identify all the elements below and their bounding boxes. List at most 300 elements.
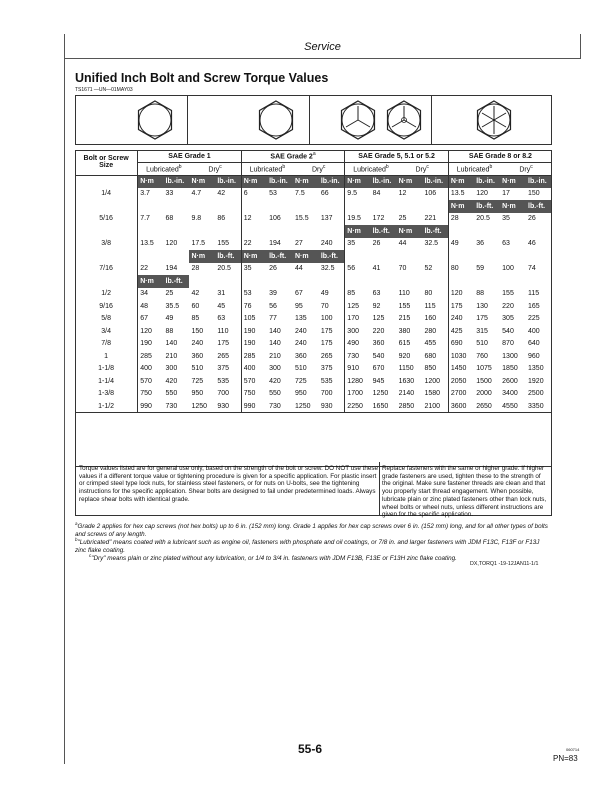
torque-value-cell: 2650 (474, 400, 500, 413)
torque-value-cell: 13.5 (448, 188, 474, 201)
torque-value-cell: 1250 (189, 400, 215, 413)
torque-value-cell: 120 (476, 190, 488, 198)
unit-empty-cell (371, 275, 397, 288)
torque-value-cell: 490 (345, 338, 371, 351)
torque-value-cell: 400 (138, 363, 164, 376)
unit-label: lb.-ft. (319, 250, 345, 263)
unit-label: lb.-ft. (215, 250, 241, 263)
dry-header: Dry$^c$ (189, 163, 241, 176)
torque-value-cell: 31 (217, 290, 226, 298)
torque-value-cell: 115 (424, 302, 436, 310)
torque-value-cell: 67 (295, 290, 303, 298)
torque-value-cell: 540 (372, 352, 385, 360)
torque-value-cell: 730 (345, 350, 371, 363)
torque-value-cell: 725 (191, 377, 204, 385)
unit-header-row (75, 275, 552, 288)
torque-value-cell: 315 (476, 327, 488, 335)
torque-value-cell: 305 (502, 315, 514, 323)
torque-value-cell: 28 (448, 213, 474, 226)
unit-label: N·m (241, 250, 267, 263)
bolt-size-cell: 1-3/8 (98, 390, 115, 398)
bolt-size-cell: 1-1/2 (75, 400, 138, 413)
torque-value-cell: 92 (372, 302, 381, 310)
torque-value-cell: 165 (528, 302, 540, 310)
torque-value-cell: 280 (424, 327, 437, 335)
torque-value-cell: 35 (345, 238, 371, 251)
unit-label: N·m (293, 250, 319, 263)
torque-value-cell: 220 (372, 327, 385, 335)
torque-value-cell: 570 (241, 375, 267, 388)
torque-value-cell: 7.5 (295, 190, 305, 198)
torque-value-cell: 1150 (398, 365, 414, 373)
torque-value-cell: 68 (165, 215, 174, 223)
torque-value-cell: 240 (295, 340, 307, 348)
torque-value-cell: 4550 (500, 400, 526, 413)
unit-label: lb.-in. (371, 175, 397, 188)
unit-row-spacer (75, 250, 138, 263)
lubricated-header: Lubricated$^b$ (345, 163, 397, 176)
bolt-size-cell: 1-1/8 (98, 365, 115, 373)
bolt-size-cell: 5/16 (99, 215, 113, 223)
torque-value-cell: 53 (269, 190, 277, 198)
torque-value-cell: 70 (398, 265, 407, 273)
torque-value-cell: 44 (398, 240, 407, 248)
unit-label: lb.-ft. (474, 200, 500, 213)
torque-value-cell: 945 (372, 377, 385, 385)
torque-value-cell: 670 (372, 365, 385, 373)
torque-value-cell: 375 (217, 365, 229, 373)
torque-value-cell: 150 (191, 327, 204, 335)
torque-value-cell: 12 (398, 190, 407, 198)
torque-value-cell: 1030 (448, 350, 474, 363)
unit-empty-cell (397, 275, 423, 288)
header-rule (64, 58, 581, 59)
torque-value-cell: 1580 (424, 390, 441, 398)
torque-value-cell: 32.5 (320, 265, 335, 273)
torque-value-cell: 1280 (345, 375, 371, 388)
torque-value-cell: 1200 (424, 377, 441, 385)
unit-empty-cell (241, 200, 267, 213)
torque-value-cell: 88 (165, 327, 174, 335)
unit-empty-cell (397, 200, 423, 213)
torque-value-cell: 33 (165, 190, 174, 198)
torque-value-cell: 1350 (528, 365, 544, 373)
table-row (75, 238, 552, 251)
torque-value-cell: 120 (138, 325, 164, 338)
unit-empty-cell (500, 275, 526, 288)
unit-empty-cell (319, 275, 345, 288)
torque-value-cell: 730 (164, 400, 190, 413)
bolt-size-cell: 9/16 (99, 302, 113, 310)
torque-table (75, 150, 552, 413)
torque-value-cell: 1700 (345, 388, 371, 401)
page-number: 55-6 (298, 742, 323, 756)
torque-value-cell: 1850 (502, 365, 518, 373)
torque-value-cell: 510 (476, 340, 488, 348)
unit-empty-cell (474, 250, 500, 263)
torque-value-cell: 700 (320, 390, 333, 398)
torque-value-cell: 7.7 (138, 213, 164, 226)
unit-header-row (75, 200, 552, 213)
torque-value-cell: 22 (138, 263, 164, 276)
torque-value-cell: 88 (476, 290, 485, 298)
unit-empty-cell (138, 250, 164, 263)
table-row (75, 388, 552, 401)
torque-value-cell: 95 (295, 302, 303, 310)
torque-value-cell: 45 (217, 302, 226, 310)
torque-value-cell: 140 (269, 340, 281, 348)
figure-divider (309, 96, 310, 144)
torque-value-cell: 194 (269, 240, 281, 248)
unit-label: N·m (345, 175, 371, 188)
unit-empty-cell (267, 200, 293, 213)
torque-value-cell: 640 (528, 340, 540, 348)
torque-value-cell: 2250 (345, 400, 371, 413)
torque-value-cell: 190 (241, 338, 267, 351)
size-header-line2: Size (99, 162, 114, 170)
unit-empty-cell (138, 200, 164, 213)
torque-value-cell: 850 (424, 365, 437, 373)
torque-value-cell: 1630 (398, 377, 415, 385)
lubricated-header: Lubricated$^b$ (241, 163, 293, 176)
grade2-header: SAE Grade 2$^a$ (241, 150, 345, 163)
unit-label: N·m (500, 200, 526, 213)
grade8-header: SAE Grade 8 or 8.2 (448, 150, 552, 163)
torque-value-cell: 194 (165, 265, 178, 273)
torque-value-cell: 990 (241, 400, 267, 413)
unit-label: lb.-ft. (371, 225, 397, 238)
torque-value-cell: 240 (320, 240, 333, 248)
torque-value-cell: 53 (241, 288, 267, 301)
unit-empty-cell (371, 200, 397, 213)
torque-value-cell: 80 (448, 263, 474, 276)
torque-value-cell: 455 (424, 340, 437, 348)
torque-value-cell: 680 (424, 352, 437, 360)
torque-value-cell: 1450 (448, 363, 474, 376)
torque-value-cell: 510 (295, 365, 307, 373)
unit-empty-cell (293, 225, 319, 238)
torque-value-cell: 140 (269, 327, 281, 335)
torque-value-cell: 137 (320, 215, 333, 223)
page-title: Unified Inch Bolt and Screw Torque Values (75, 71, 329, 85)
unit-empty-cell (215, 225, 241, 238)
torque-value-cell: 225 (528, 315, 540, 323)
unit-empty-cell (345, 200, 371, 213)
torque-value-cell: 360 (372, 340, 385, 348)
torque-value-cell: 49 (165, 315, 174, 323)
torque-value-cell: 17 (502, 190, 510, 198)
torque-value-cell: 2500 (528, 390, 544, 398)
torque-value-cell: 615 (398, 340, 411, 348)
torque-value-cell: 35.5 (165, 302, 180, 310)
torque-value-cell: 210 (165, 352, 178, 360)
torque-value-cell: 25 (165, 290, 174, 298)
unit-label: lb.-in. (474, 175, 500, 188)
lubricated-header: Lubricated$^b$ (138, 163, 190, 176)
unit-label: N·m (397, 225, 423, 238)
unit-label: N·m (448, 175, 474, 188)
torque-value-cell: 920 (398, 352, 411, 360)
torque-value-cell: 360 (295, 352, 307, 360)
torque-value-cell: 74 (528, 265, 536, 273)
torque-value-cell: 6 (241, 188, 267, 201)
torque-value-cell: 960 (528, 352, 540, 360)
grade5-1-bolt-head-icon (384, 100, 424, 140)
torque-value-cell: 190 (138, 338, 164, 351)
torque-value-cell: 535 (320, 377, 333, 385)
lubricated-header: Lubricated$^b$ (448, 163, 500, 176)
unit-label: N·m (397, 175, 423, 188)
torque-value-cell: 56 (345, 263, 371, 276)
torque-value-cell: 130 (476, 302, 488, 310)
torque-value-cell: 77 (269, 315, 277, 323)
torque-value-cell: 70 (320, 302, 329, 310)
unit-empty-cell (474, 275, 500, 288)
figure-divider (431, 96, 432, 144)
torque-value-cell: 2100 (422, 400, 448, 413)
table-grade-header-row (75, 150, 552, 163)
grade1-header: SAE Grade 1 (138, 150, 242, 163)
torque-value-cell: 700 (217, 390, 229, 398)
notes-divider (379, 462, 380, 516)
general-notes-box (75, 462, 552, 519)
torque-value-cell: 730 (267, 400, 293, 413)
torque-value-cell: 100 (502, 265, 514, 273)
torque-value-cell: 725 (295, 377, 307, 385)
unit-label: N·m (241, 175, 267, 188)
unit-empty-cell (526, 250, 552, 263)
unit-empty-cell (422, 275, 448, 288)
unit-empty-cell (345, 275, 371, 288)
torque-value-cell: 20.5 (217, 265, 231, 273)
dry-header: Dry$^c$ (293, 163, 345, 176)
unit-empty-cell (267, 275, 293, 288)
torque-value-cell: 120 (448, 288, 474, 301)
torque-value-cell: 930 (319, 400, 345, 413)
torque-value-cell: 540 (502, 327, 514, 335)
torque-value-cell: 39 (269, 290, 277, 298)
pn-number: PN=83 (553, 754, 578, 763)
torque-value-cell: 175 (320, 340, 333, 348)
torque-value-cell: 80 (424, 290, 433, 298)
unit-empty-cell (215, 275, 241, 288)
torque-value-cell: 35 (502, 215, 510, 223)
table-row (75, 363, 552, 376)
torque-value-cell: 9.5 (345, 188, 371, 201)
torque-value-cell: 9.8 (191, 215, 202, 223)
torque-value-cell: 930 (215, 400, 241, 413)
torque-value-cell: 52 (424, 265, 433, 273)
unit-empty-cell (448, 225, 474, 238)
dry-header: Dry$^c$ (500, 163, 552, 176)
torque-value-cell: 20.5 (476, 215, 490, 223)
torque-value-cell: 41 (372, 265, 381, 273)
unit-label: N·m (138, 175, 164, 188)
torque-value-cell: 28 (191, 265, 200, 273)
torque-value-cell: 63 (502, 240, 510, 248)
unit-label: lb.-in. (526, 175, 552, 188)
torque-value-cell: 49 (320, 290, 329, 298)
section-header: Service (304, 41, 341, 53)
unit-label: lb.-ft. (267, 250, 293, 263)
table-row (75, 300, 552, 313)
bolt-size-cell: 1/4 (101, 190, 111, 198)
page-border-left (64, 34, 65, 764)
torque-value-cell: 4.7 (191, 190, 202, 198)
grade5-bolt-head-icon (338, 100, 378, 140)
bolt-size-cell: 7/8 (101, 340, 111, 348)
torque-value-cell: 63 (372, 290, 381, 298)
torque-value-cell: 67 (138, 313, 164, 326)
unit-label: lb.-in. (164, 175, 190, 188)
unit-empty-cell (500, 225, 526, 238)
general-note-right: Replace fasteners with the same or higher grade. If higher grade fasteners are used, tighten these to the strength of the original. Make sure fastener threads are clean and that you properly start thread engagement. When possible, lubricate plain or zinc plated fasteners other than lock nuts, wheel bolts or wheel nuts, unless different instructions are given for the specific application. (382, 465, 547, 519)
torque-value-cell: 59 (476, 265, 485, 273)
unit-empty-cell (345, 250, 371, 263)
torque-value-cell: 160 (424, 315, 437, 323)
torque-value-cell: 170 (345, 313, 371, 326)
torque-value-cell: 1075 (476, 365, 492, 373)
torque-value-cell: 300 (269, 365, 281, 373)
unit-header-row (75, 225, 552, 238)
torque-value-cell: 76 (241, 300, 267, 313)
unit-empty-cell (215, 200, 241, 213)
unit-empty-cell (189, 225, 215, 238)
torque-value-cell: 750 (241, 388, 267, 401)
unit-empty-cell (164, 225, 190, 238)
torque-value-cell: 63 (217, 315, 226, 323)
torque-value-cell: 34 (138, 288, 164, 301)
torque-value-cell: 300 (345, 325, 371, 338)
torque-value-cell: 360 (191, 352, 204, 360)
torque-value-cell: 135 (295, 315, 307, 323)
dry-header: Dry$^c$ (397, 163, 449, 176)
torque-value-cell: 215 (398, 315, 411, 323)
unit-empty-cell (319, 200, 345, 213)
footnote-b: $^b$"Lubricated" means coated with a lubricant such as engine oil, fasteners with phosphate and oil coatings, or 7/8 in. and larger fasteners with JDM F13C, F13F or F13J zinc flake coating. (75, 537, 540, 554)
torque-value-cell: 190 (241, 325, 267, 338)
unit-row-spacer (75, 275, 138, 288)
torque-value-cell: 380 (398, 327, 411, 335)
torque-value-cell: 105 (241, 313, 267, 326)
unit-row-spacer (75, 175, 138, 188)
footnote-c: $^c$"Dry" means plain or zinc plated without any lubrication, or 1/4 to 3/4 in. fasteners with JDM F13B, F13E or F13H zinc flake coating. (89, 553, 457, 563)
torque-value-cell: 13.5 (138, 238, 164, 251)
unit-label: N·m (189, 250, 215, 263)
torque-value-cell: 140 (165, 340, 178, 348)
figure-code: TS1671 —UN—01MAY03 (75, 87, 133, 93)
torque-value-cell: 35 (241, 263, 267, 276)
torque-value-cell: 32.5 (424, 240, 439, 248)
unit-empty-cell (189, 275, 215, 288)
table-row (75, 350, 552, 363)
torque-value-cell: 1250 (372, 390, 389, 398)
unit-label: N·m (448, 200, 474, 213)
table-row (75, 288, 552, 301)
torque-value-cell: 42 (217, 190, 226, 198)
torque-value-cell: 100 (320, 315, 333, 323)
torque-value-cell: 26 (372, 240, 381, 248)
torque-value-cell: 110 (398, 290, 410, 298)
torque-value-cell: 17.5 (191, 240, 206, 248)
bolt-size-cell: 3/8 (101, 240, 111, 248)
unit-empty-cell (526, 225, 552, 238)
torque-value-cell: 690 (448, 338, 474, 351)
torque-value-cell: 400 (241, 363, 267, 376)
unit-empty-cell (267, 225, 293, 238)
grade1-bolt-head-icon (135, 100, 175, 140)
torque-value-cell: 425 (448, 325, 474, 338)
unit-empty-cell (319, 225, 345, 238)
torque-value-cell: 3.7 (138, 188, 164, 201)
unit-empty-cell (241, 275, 267, 288)
torque-value-cell: 265 (320, 352, 333, 360)
torque-value-cell: 85 (345, 288, 371, 301)
torque-value-cell: 420 (165, 377, 178, 385)
bolt-size-cell: 3/4 (101, 327, 111, 335)
unit-empty-cell (241, 225, 267, 238)
unit-empty-cell (293, 200, 319, 213)
torque-value-cell: 300 (165, 365, 178, 373)
unit-empty-cell (164, 250, 190, 263)
torque-value-cell: 42 (191, 290, 200, 298)
torque-value-cell: 155 (502, 290, 514, 298)
torque-value-cell: 285 (241, 350, 267, 363)
unit-empty-cell (474, 225, 500, 238)
torque-value-cell: 1500 (476, 377, 492, 385)
torque-value-cell: 285 (138, 350, 164, 363)
unit-label: lb.-in. (267, 175, 293, 188)
torque-value-cell: 2600 (502, 377, 518, 385)
torque-value-cell: 86 (217, 215, 226, 223)
torque-value-cell: 150 (528, 190, 540, 198)
torque-value-cell: 2050 (448, 375, 474, 388)
torque-value-cell: 84 (372, 190, 381, 198)
footnote-a: $^a$Grade 2 applies for hex cap screws (not hex bolts) up to 6 in. (152 mm) long. Grade 1 applies for hex cap screws over 6 in. (152 mm) long, and for all other types of bolts and screws of any length. (75, 521, 548, 538)
table-row (75, 188, 552, 201)
torque-value-cell: 990 (138, 400, 164, 413)
unit-empty-cell (500, 250, 526, 263)
torque-value-cell: 2000 (476, 390, 492, 398)
table-row (75, 325, 552, 338)
unit-empty-cell (164, 200, 190, 213)
unit-label: lb.-in. (422, 175, 448, 188)
bolt-size-cell: 1/2 (101, 290, 111, 298)
unit-label: N·m (138, 275, 164, 288)
unit-empty-cell (189, 200, 215, 213)
torque-value-cell: 220 (502, 302, 514, 310)
unit-empty-cell (138, 225, 164, 238)
torque-value-cell: 15.5 (295, 215, 309, 223)
torque-value-cell: 210 (269, 352, 281, 360)
unit-row-spacer (75, 225, 138, 238)
unit-empty-cell (397, 250, 423, 263)
torque-value-cell: 155 (217, 240, 229, 248)
torque-value-cell: 22 (241, 238, 267, 251)
bolt-size-cell: 5/8 (101, 315, 111, 323)
torque-value-cell: 950 (295, 390, 307, 398)
torque-value-cell: 12 (241, 213, 267, 226)
unit-label: lb.-ft. (526, 200, 552, 213)
torque-value-cell: 106 (269, 215, 281, 223)
torque-value-cell: 3600 (448, 400, 474, 413)
torque-value-cell: 3400 (502, 390, 518, 398)
torque-value-cell: 240 (448, 313, 474, 326)
torque-value-cell: 910 (345, 363, 371, 376)
torque-value-cell: 1250 (293, 400, 319, 413)
torque-value-cell: 240 (295, 327, 307, 335)
unit-empty-cell (526, 275, 552, 288)
